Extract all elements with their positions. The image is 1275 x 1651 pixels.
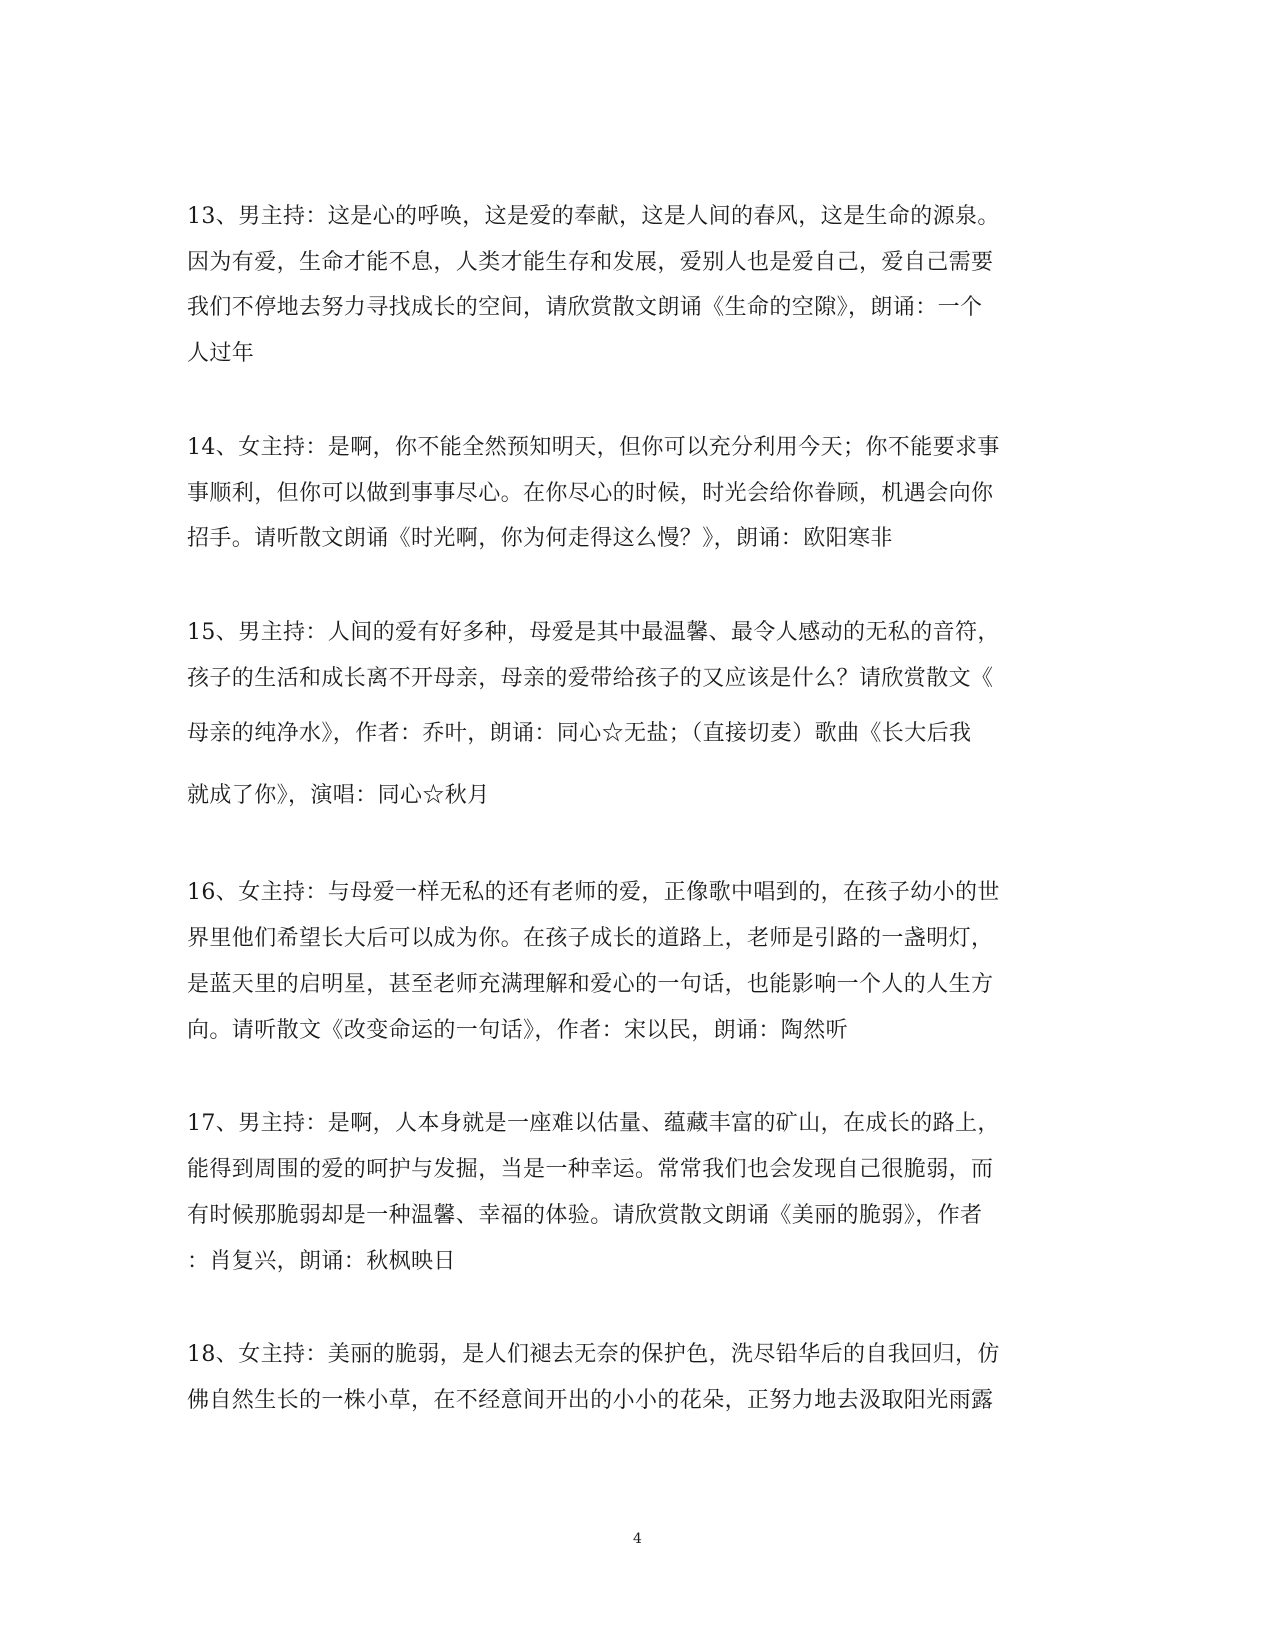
paragraph-13-line-2: 因为有爱，生命才能不息，人类才能生存和发展，爱别人也是爱自己，爱自己需要: [187, 250, 994, 275]
paragraph-16-line-3: 是蓝天里的启明星，甚至老师充满理解和爱心的一句话，也能影响一个人的人生方: [187, 972, 994, 997]
paragraph-16-line-1: 16、女主持：与母爱一样无私的还有老师的爱，正像歌中唱到的，在孩子幼小的世: [187, 880, 1000, 905]
paragraph-16-line-4: 向。请听散文《改变命运的一句话》，作者：宋以民，朗诵：陶然听: [187, 1018, 849, 1043]
paragraph-17-line-1: 17、男主持：是啊，人本身就是一座难以估量、蕴藏丰富的矿山，在成长的路上，: [187, 1111, 1000, 1136]
paragraph-16-line-2: 界里他们希望长大后可以成为你。在孩子成长的道路上，老师是引路的一盏明灯，: [187, 926, 994, 951]
paragraph-17-line-3: 有时候那脆弱却是一种温馨、幸福的体验。请欣赏散文朗诵《美丽的脆弱》，作者: [187, 1203, 983, 1228]
page-number: 4: [633, 1531, 642, 1547]
paragraph-13-line-3: 我们不停地去努力寻找成长的空间，请欣赏散文朗诵《生命的空隙》，朗诵：一个: [187, 295, 983, 320]
paragraph-17-line-4: ：肖复兴，朗诵：秋枫映日: [187, 1249, 456, 1274]
paragraph-15-line-4: 就成了你》，演唱：同心☆秋月: [187, 783, 490, 808]
paragraph-18-line-2: 佛自然生长的一株小草，在不经意间开出的小小的花朵，正努力地去汲取阳光雨露: [187, 1388, 994, 1413]
paragraph-15-line-3: 母亲的纯净水》，作者：乔叶，朗诵：同心☆无盐；（直接切麦）歌曲《长大后我: [187, 721, 972, 746]
paragraph-18-line-1: 18、女主持：美丽的脆弱，是人们褪去无奈的保护色，洗尽铅华后的自我回归，仿: [187, 1342, 1000, 1367]
paragraph-14-line-2: 事顺利，但你可以做到事事尽心。在你尽心的时候，时光会给你眷顾，机遇会向你: [187, 481, 994, 506]
paragraph-13-line-1: 13、男主持：这是心的呼唤，这是爱的奉献，这是人间的春风，这是生命的源泉。: [187, 204, 1000, 229]
paragraph-15-line-2: 孩子的生活和成长离不开母亲，母亲的爱带给孩子的又应该是什么？请欣赏散文《: [187, 666, 994, 691]
paragraph-17-line-2: 能得到周围的爱的呵护与发掘，当是一种幸运。常常我们也会发现自己很脆弱，而: [187, 1157, 994, 1182]
paragraph-13-line-4: 人过年: [187, 341, 255, 366]
paragraph-15-line-1: 15、男主持：人间的爱有好多种，母爱是其中最温馨、最令人感动的无私的音符，: [187, 620, 1000, 645]
paragraph-14-line-3: 招手。请听散文朗诵《时光啊，你为何走得这么慢？》，朗诵：欧阳寒非: [187, 526, 893, 551]
paragraph-14-line-1: 14、女主持：是啊，你不能全然预知明天，但你可以充分利用今天；你不能要求事: [187, 435, 1000, 460]
